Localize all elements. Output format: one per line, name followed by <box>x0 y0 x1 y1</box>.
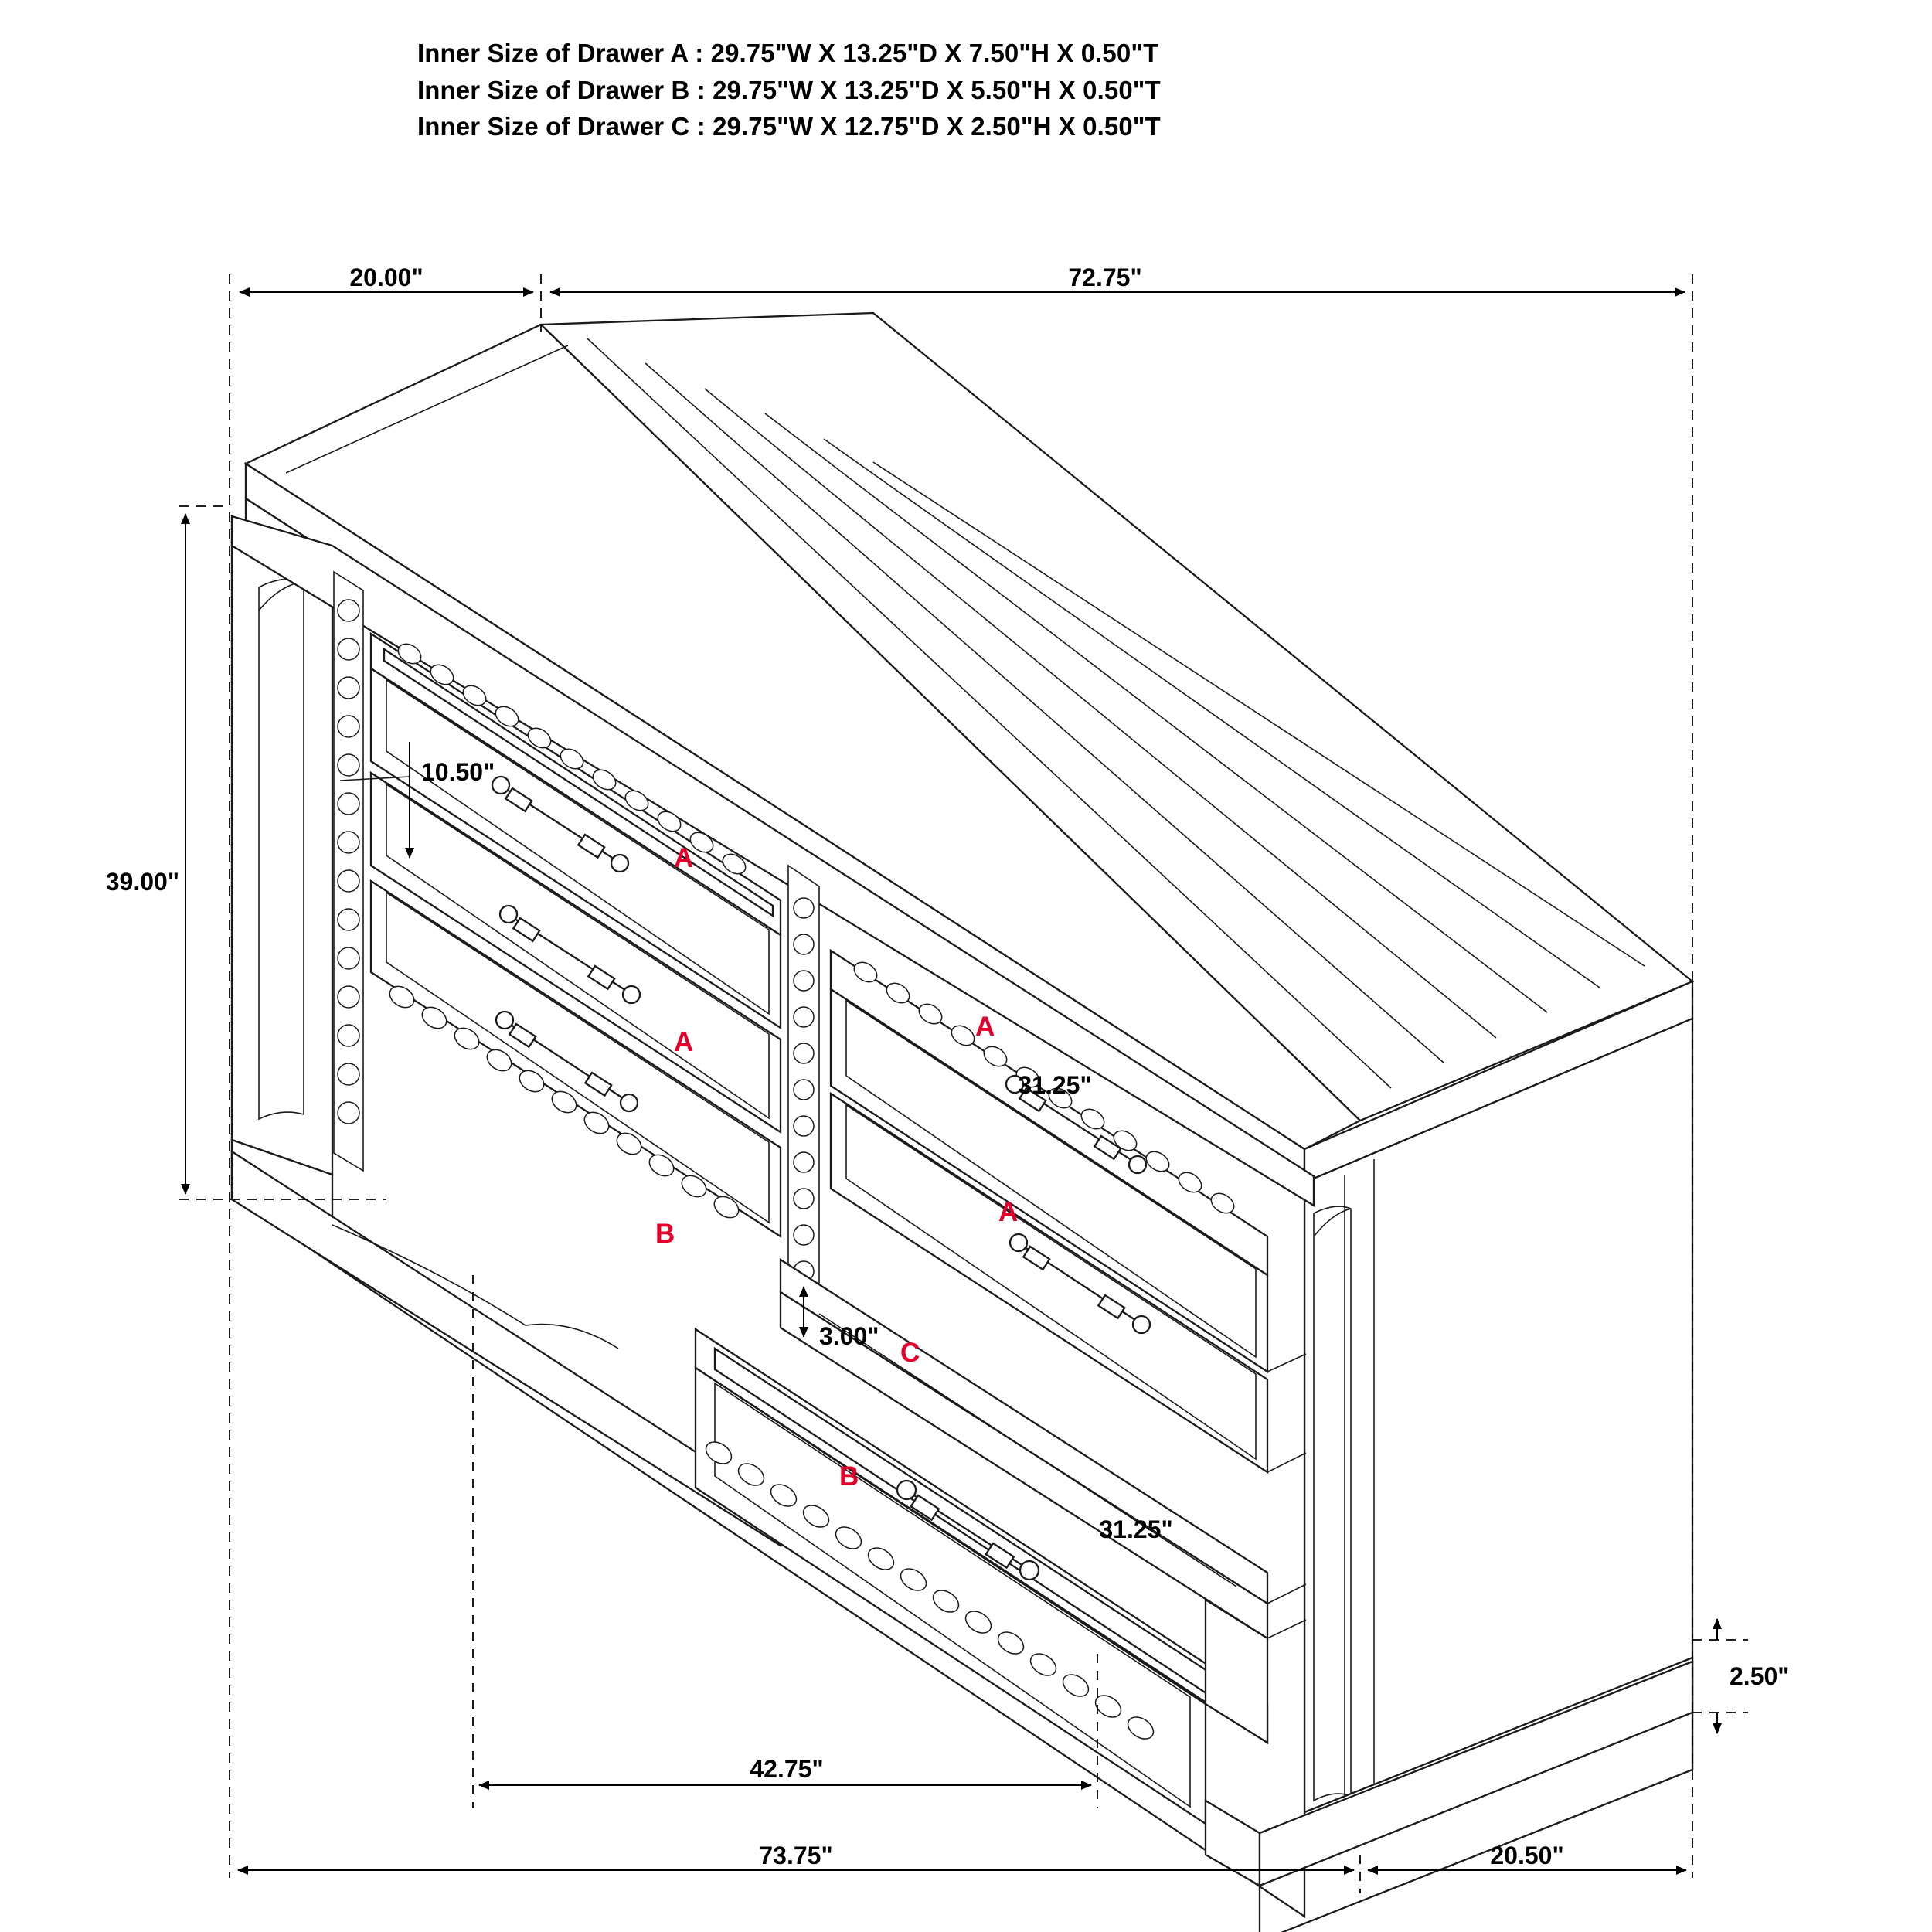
dim-overall-width: 73.75" <box>759 1842 833 1869</box>
dim-drawer-a-inner-height: 10.50" <box>421 758 495 786</box>
drawer-label-a2: A <box>674 1027 694 1057</box>
drawer-label-a1: A <box>674 843 694 873</box>
dim-base-width-inner: 42.75" <box>750 1755 824 1783</box>
dim-drawer-c-height: 3.00" <box>819 1322 879 1350</box>
drawer-label-b1: B <box>655 1219 675 1249</box>
spec-line-b: Inner Size of Drawer B : 29.75"W X 13.25"D X 5.50"H X 0.50"T <box>417 75 1161 104</box>
dim-drawer-open-right: 31.25" <box>1018 1071 1092 1099</box>
cabinet-left-end <box>232 541 332 1175</box>
carving-center-stile <box>788 866 819 1314</box>
dim-drawer-open-bottom: 31.25" <box>1099 1515 1173 1543</box>
drawer-label-a3: A <box>975 1012 995 1042</box>
dim-top-left-depth: 20.00" <box>349 264 423 291</box>
dim-overall-depth: 20.50" <box>1490 1842 1564 1869</box>
drawer-label-c1: C <box>900 1338 920 1368</box>
spec-line-a: Inner Size of Drawer A : 29.75"W X 13.25"D X 7.50"H X 0.50"T <box>417 39 1159 67</box>
dim-overall-height: 39.00" <box>105 868 179 896</box>
carving-left-stile <box>334 572 363 1171</box>
dim-top-width: 72.75" <box>1068 264 1142 291</box>
spec-line-c: Inner Size of Drawer C : 29.75"W X 12.75"D X 2.50"H X 0.50"T <box>417 112 1161 141</box>
drawer-label-b2: B <box>839 1461 859 1492</box>
dim-plinth-height: 2.50" <box>1730 1662 1790 1690</box>
drawer-label-a4: A <box>998 1197 1019 1227</box>
